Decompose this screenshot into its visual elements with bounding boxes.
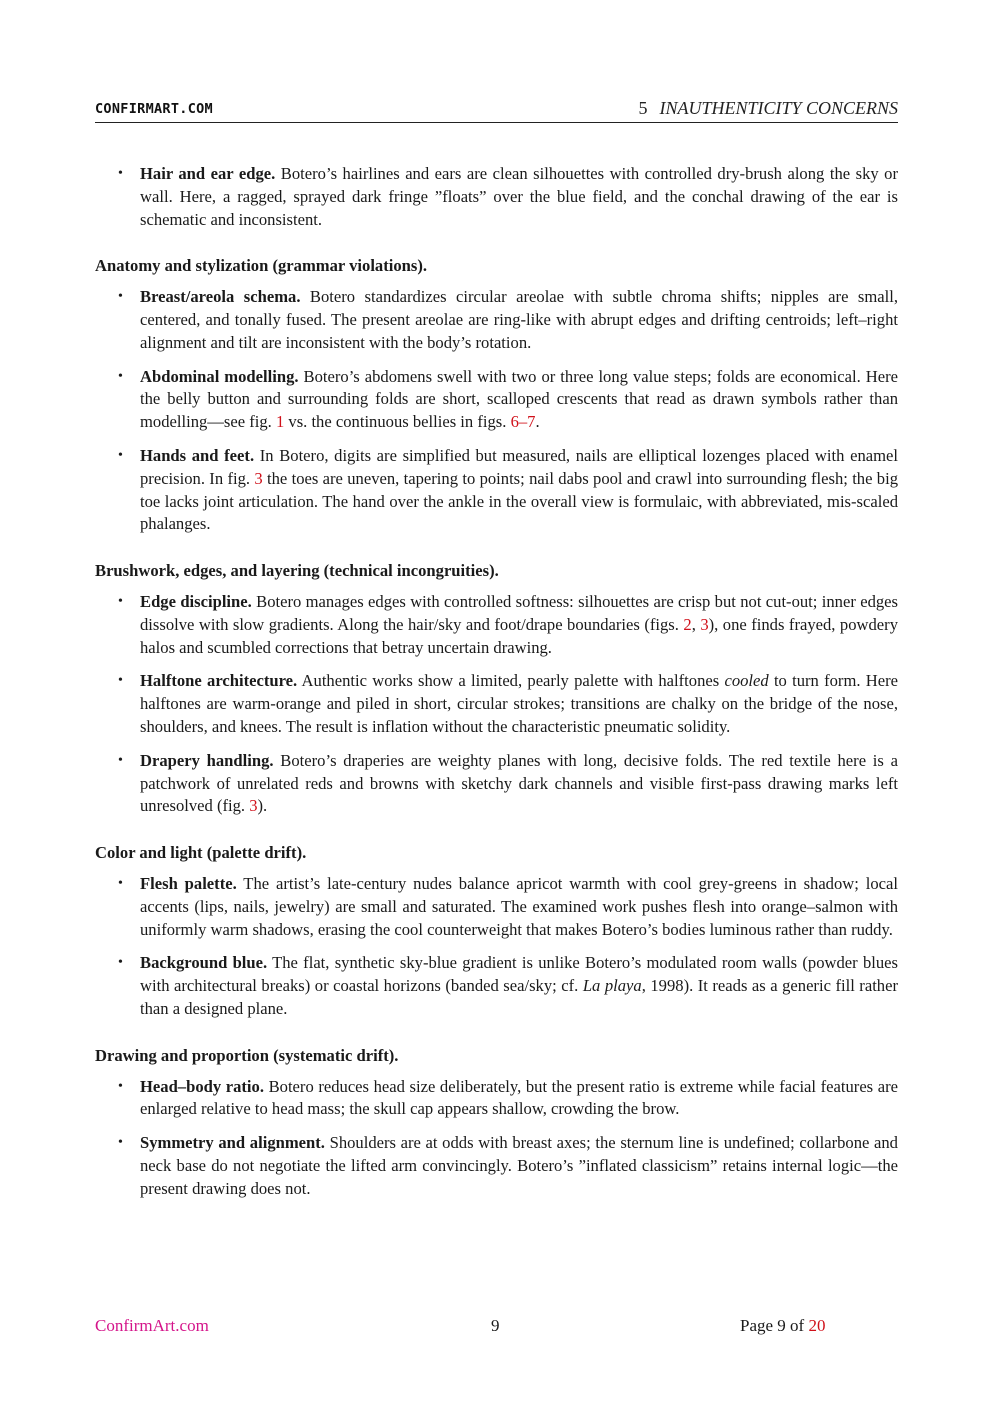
item-text: , 1998). It reads as a generic fill rather than a designed plane. [140,976,898,1018]
figure-link[interactable]: 3 [700,614,709,634]
item-title: Abdominal modelling. [140,366,299,386]
list-item [95,286,898,354]
figure-link[interactable]: 2 [683,614,692,634]
figure-link[interactable]: 3 [249,796,258,816]
bullet-icon: • [118,593,123,609]
list-item [95,1076,898,1122]
page-total-link[interactable]: 20 [808,1316,826,1335]
running-header [95,98,898,123]
list-item [95,670,898,738]
item-text: ). [257,796,268,816]
section-number: 5 [638,98,648,118]
bullet-list [95,163,898,231]
item-title: Breast/areola schema. [140,287,301,307]
item-title: Halftone architecture. [140,671,298,691]
item-title: Hands and feet. [140,445,255,465]
item-title: Drapery handling. [140,750,274,770]
bullet-icon: • [118,289,123,305]
bullet-icon: • [118,955,123,971]
subsection-heading: Drawing and proportion (systematic drift). [95,1045,399,1065]
section-title-text: INAUTHENTICITY CONCERNS [659,98,898,118]
list-item [95,873,898,941]
item-title: Edge discipline. [140,591,252,611]
item-text: The flat, synthetic sky-blue gradient is unlike Botero’s modulated room walls (powder blues with architectural breaks) or coastal horizons (banded sea/sky; cf. [140,953,898,996]
bullet-icon: • [118,1135,123,1151]
item-text: Shoulders are at odds with breast axes; the sternum line is undefined; collarbone and neck base do not negotiate the lifted arm convincingly. Botero’s ”inflated classicism” retains internal logic—the present drawing does not. [140,1133,898,1198]
subsection-heading: Color and light (palette drift). [95,843,307,863]
item-title: Background blue. [140,953,268,973]
item-text: , [691,614,701,634]
item-text: to turn form. Here halftones are warm-orange and piled in short, circular strokes; transitions are chalky on the bridge of the nose, shoulders, and knees. The result is inflation without the characteristic pneumatic solidity. [140,671,899,736]
page-body [95,163,898,1200]
item-text: Botero manages edges with controlled softness: silhouettes are crisp but not cut-out; inner edges dissolve with slow gradients. Along the hair/sky and foot/drape boundaries (figs. [140,591,898,634]
item-title: Head–body ratio. [140,1076,264,1096]
bullet-icon: • [118,673,123,689]
item-text: Botero reduces head size deliberately, but the present ratio is extreme while facial features are enlarged relative to head mass; the skull cap appears shallow, crowding the brow. [140,1076,898,1119]
item-text: ), one finds frayed, powdery halos and scumbled corrections that betray uncertain drawing. [140,614,898,657]
item-title: Hair and ear edge. [140,164,276,183]
item-text: In Botero, digits are simplified but measured, nails are elliptical lozenges placed with enamel precision. In fig. [140,445,898,488]
item-text: Authentic works show a limited, pearly palette with halftones [297,671,725,691]
item-text: vs. the continuous bellies in figs. [284,412,511,432]
page-count-prefix: Page 9 of [740,1316,809,1335]
item-title: Symmetry and alignment. [140,1133,325,1153]
confirmart-logo: CONFIRMART.COM [95,101,213,117]
bullet-list [95,286,898,536]
list-item [95,445,898,536]
figure-link[interactable]: 1 [275,412,285,432]
footer-page-number: 9 [491,1316,500,1335]
list-item [95,163,898,231]
section-title [638,98,898,119]
list-item [95,1132,898,1200]
bullet-icon: • [118,752,123,768]
item-text: Botero’s abdomens swell with two or three long value steps; folds are economical. Here the belly button and surrounding folds are short, scalloped crescents that read as drawn symbols rather than modelling—see fig. [140,366,898,432]
list-item [95,952,898,1020]
figure-link[interactable]: 3 [254,468,263,488]
bullet-icon: • [118,875,123,891]
page-footer [95,1316,898,1338]
list-item [95,591,898,659]
item-emphasis: La playa [582,976,642,996]
bullet-list [95,591,898,818]
item-text: . [535,412,540,432]
item-text: Botero’s hairlines and ears are clean silhouettes with controlled dry-brush along the sky or wall. Here, a ragged, sprayed dark fringe ”floats” over the blue field, and the conchal drawing of the ear is schematic and inconsistent. [140,164,898,229]
bullet-icon: • [118,1078,123,1094]
bullet-icon: • [118,447,123,463]
footer-site-link[interactable]: ConfirmArt.com [95,1316,209,1335]
bullet-icon: • [118,166,123,181]
bullet-icon: • [118,368,123,384]
item-text: the toes are uneven, tapering to points; nail dabs pool and crawl into surrounding flesh; the big toe lacks joint articulation. The hand over the ankle in the overall view is formulaic, with abbreviated, mis-scaled phalanges. [140,468,899,534]
subsection-heading: Anatomy and stylization (grammar violations). [95,256,428,276]
bullet-list [95,1076,898,1201]
item-text: The artist’s late-century nudes balance apricot warmth with cool grey-greens in shadow; local accents (lips, nails, jewelry) are small and saturated. The examined work pushes flesh into orange–salmon with uniformly warm shadows, erasing the cool counterweight that makes Botero’s bodies luminous rather than ruddy. [140,873,898,939]
bullet-list [95,873,898,1021]
footer-page-count [740,1316,825,1336]
item-text: Botero’s draperies are weighty planes with long, decisive folds. The red textile here is a patchwork of unrelated reds and browns with sketchy dark channels and visible first-pass drawing marks left unresolved (fig. [140,750,898,816]
list-item [95,366,898,434]
subsection-heading: Brushwork, edges, and layering (technical incongruities). [95,561,499,581]
list-item [95,750,898,818]
item-title: Flesh palette. [140,873,237,893]
item-emphasis: cooled [724,671,769,691]
item-text: Botero standardizes circular areolae with subtle chroma shifts; nipples are small, centered, and tonally fused. The present areolae are ring-like with abrupt edges and drifting centroids; left–right alignment and tilt are inconsistent with the body’s rotation. [140,287,898,352]
figure-link[interactable]: 6–7 [510,412,536,432]
